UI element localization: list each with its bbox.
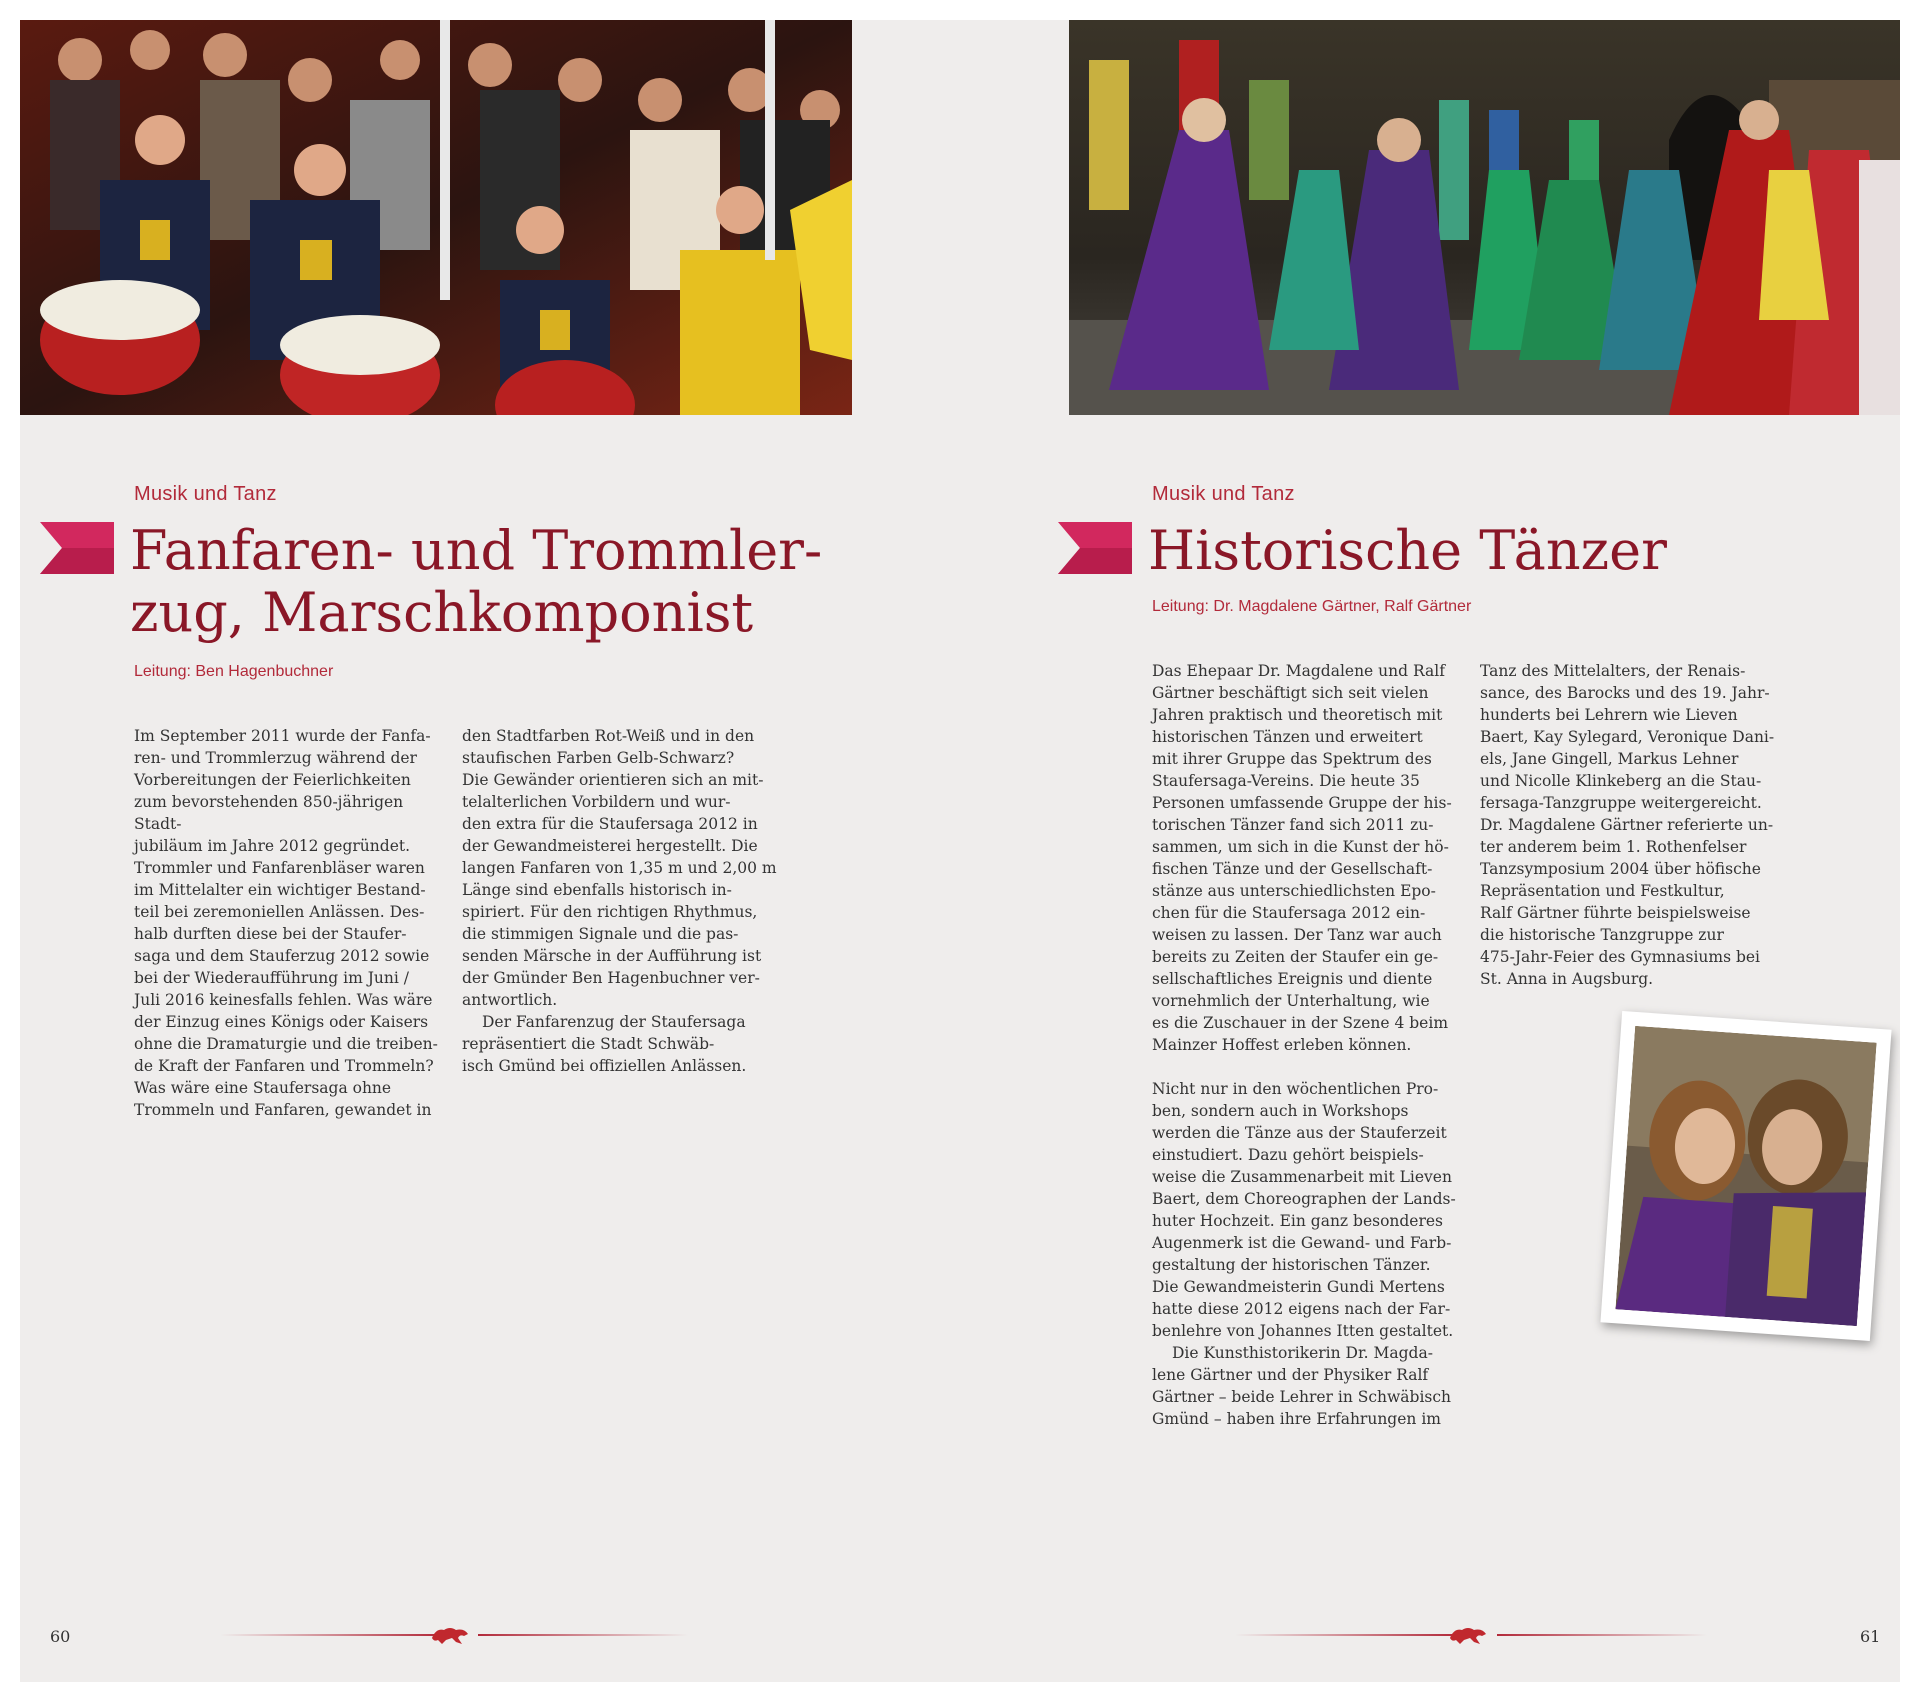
text-line: Das Ehepaar Dr. Magdalene und Ralf (1152, 662, 1445, 680)
text-line: Im September 2011 wurde der Fanfa- (134, 727, 431, 745)
photo-fanfare-drummers (20, 20, 852, 415)
text-line: lene Gärtner und der Physiker Ralf (1152, 1366, 1429, 1384)
text-line: Die Kunsthistorikerin Dr. Magda- (1172, 1344, 1433, 1362)
lion-emblem-icon (430, 1624, 470, 1646)
text-line: der Gewandmeisterei hergestellt. Die (462, 837, 758, 855)
text-line: den extra für die Staufersaga 2012 in (462, 815, 758, 833)
text-line: Was wäre eine Staufersaga ohne (134, 1079, 392, 1097)
body-column-left-2 (462, 725, 792, 1077)
text-line: Dr. Magdalene Gärtner referierte un- (1480, 816, 1774, 834)
text-line: Gmünd – haben ihre Erfahrungen im (1152, 1410, 1441, 1428)
paragraph (1152, 1342, 1472, 1430)
text-line: Augenmerk ist die Gewand- und Farb- (1152, 1234, 1452, 1252)
text-line: mit ihrer Gruppe das Spektrum des (1152, 750, 1432, 768)
text-line: Trommler und Fanfarenbläser waren (134, 859, 425, 877)
text-line: torischen Tänzer fand sich 2011 zu- (1152, 816, 1434, 834)
text-line: historischen Tänzen und erweitert (1152, 728, 1423, 746)
text-line: Personen umfassende Gruppe der his- (1152, 794, 1452, 812)
text-line: chen für die Staufersaga 2012 ein- (1152, 904, 1426, 922)
text-line: Trommeln und Fanfaren, gewandet in (134, 1101, 432, 1119)
body-column-right-2 (1480, 660, 1810, 990)
lion-emblem-icon (1448, 1624, 1488, 1646)
text-line: die stimmigen Signale und die pas- (462, 925, 739, 943)
paragraph (1152, 1078, 1472, 1342)
text-line: halb durften diese bei der Staufer- (134, 925, 407, 943)
text-line: sammen, um sich in die Kunst der hö- (1152, 838, 1449, 856)
text-line: der Einzug eines Königs oder Kaisers (134, 1013, 429, 1031)
text-line: Staufersaga-Vereins. Die heute 35 (1152, 772, 1420, 790)
text-line: Gärtner beschäftigt sich seit vielen (1152, 684, 1429, 702)
footer-rule (478, 1634, 688, 1636)
text-line: saga und dem Stauferzug 2012 sowie (134, 947, 430, 965)
text-line: spiriert. Für den richtigen Rhythmus, (462, 903, 758, 921)
title-line-2: zug, Marschkomponist (130, 581, 754, 644)
text-line: Baert, dem Choreographen der Lands- (1152, 1190, 1456, 1208)
body-column-left-1 (134, 725, 454, 1121)
magazine-spread (20, 20, 1900, 1682)
paragraph (462, 1011, 792, 1077)
text-line: vornehmlich der Unterhaltung, wie (1152, 992, 1430, 1010)
text-line: Repräsentation und Festkultur, (1480, 882, 1725, 900)
footer-rule (1235, 1634, 1455, 1636)
text-line: huter Hochzeit. Ein ganz besonderes (1152, 1212, 1444, 1230)
text-line: die historische Tanzgruppe zur (1480, 926, 1724, 944)
ribbon-marker-right (1058, 522, 1132, 574)
text-line: langen Fanfaren von 1,35 m und 2,00 m (462, 859, 777, 877)
text-line: Der Fanfarenzug der Staufersaga (482, 1013, 746, 1031)
text-line: im Mittelalter ein wichtiger Bestand- (134, 881, 426, 899)
text-line: werden die Tänze aus der Stauferzeit (1152, 1124, 1447, 1142)
text-line: Tanz des Mittelalters, der Renais- (1480, 662, 1746, 680)
text-line: jubiläum im Jahre 2012 gegründet. (134, 837, 411, 855)
lead-credit-left: Leitung: Ben Hagenbuchner (134, 663, 334, 680)
text-line: ren- und Trommlerzug während der (134, 749, 417, 767)
text-line: Nicht nur in den wöchentlichen Pro- (1152, 1080, 1439, 1098)
text-line: antwortlich. (462, 991, 558, 1009)
text-line: Länge sind ebenfalls historisch in- (462, 881, 732, 899)
text-line: telalterlichen Vorbildern und wur- (462, 793, 731, 811)
paragraph (1152, 660, 1472, 1056)
text-line: stänze aus unterschiedlichsten Epo- (1152, 882, 1436, 900)
lead-credit-right: Leitung: Dr. Magdalene Gärtner, Ralf Gärtner (1152, 598, 1472, 615)
body-column-right-1 (1152, 660, 1472, 1430)
text-line: zum bevorstehenden 850-jährigen Stadt- (134, 793, 404, 833)
text-line: isch Gmünd bei offiziellen Anlässen. (462, 1057, 747, 1075)
text-line: ter anderem beim 1. Rothenfelser (1480, 838, 1747, 856)
text-line: hunderts bei Lehrern wie Lieven (1480, 706, 1738, 724)
text-line: Gärtner – beide Lehrer in Schwäbisch (1152, 1388, 1452, 1406)
text-line: bei der Wiederaufführung im Juni / (134, 969, 409, 987)
text-line: hatte diese 2012 eigens nach der Far- (1152, 1300, 1451, 1318)
text-line: benlehre von Johannes Itten gestaltet. (1152, 1322, 1454, 1340)
text-line: bereits zu Zeiten der Staufer ein ge- (1152, 948, 1439, 966)
footer-rule (220, 1634, 440, 1636)
text-line: Tanzsymposium 2004 über höfische (1480, 860, 1761, 878)
text-line: ohne die Dramaturgie und die treiben- (134, 1035, 438, 1053)
article-title-left (130, 520, 830, 644)
article-title-right: Historische Tänzer (1148, 519, 1667, 582)
text-line: Mainzer Hoffest erleben können. (1152, 1036, 1412, 1054)
text-line: Baert, Kay Sylegard, Veronique Dani- (1480, 728, 1775, 746)
page-number-right: 61 (1860, 1627, 1881, 1646)
text-line: Die Gewandmeisterin Gundi Mertens (1152, 1278, 1445, 1296)
text-line: weisen zu lassen. Der Tanz war auch (1152, 926, 1442, 944)
polaroid-photo-dancer-couple (1600, 1011, 1891, 1341)
text-line: fersaga-Tanzgruppe weitergereicht. (1480, 794, 1762, 812)
text-line: St. Anna in Augsburg. (1480, 970, 1654, 988)
text-line: Ralf Gärtner führte beispielsweise (1480, 904, 1751, 922)
text-line: einstudiert. Dazu gehört beispiels- (1152, 1146, 1424, 1164)
text-line: sance, des Barocks und des 19. Jahr- (1480, 684, 1770, 702)
paragraph (134, 725, 454, 1121)
polaroid-image (1615, 1026, 1876, 1326)
text-line: fischen Tänze und der Gesellschaft- (1152, 860, 1433, 878)
text-line: Jahren praktisch und theoretisch mit (1152, 706, 1443, 724)
section-label-left: Musik und Tanz (134, 483, 277, 505)
text-line: 475-Jahr-Feier des Gymnasiums bei (1480, 948, 1761, 966)
text-line: weise die Zusammenarbeit mit Lieven (1152, 1168, 1452, 1186)
text-line: teil bei zeremoniellen Anlässen. Des- (134, 903, 425, 921)
photo-historical-dancers (1069, 20, 1900, 415)
text-line: sellschaftliches Ereignis und diente (1152, 970, 1433, 988)
text-line: repräsentiert die Stadt Schwäb- (462, 1035, 715, 1053)
text-line: und Nicolle Klinkeberg an die Stau- (1480, 772, 1762, 790)
page-number-left: 60 (50, 1627, 71, 1646)
footer-rule (1497, 1634, 1707, 1636)
text-line: ben, sondern auch in Workshops (1152, 1102, 1409, 1120)
text-line: senden Märsche in der Aufführung ist (462, 947, 762, 965)
text-line: den Stadtfarben Rot-Weiß und in den (462, 727, 755, 745)
text-line: es die Zuschauer in der Szene 4 beim (1152, 1014, 1449, 1032)
text-line: Die Gewänder orientieren sich an mit- (462, 771, 764, 789)
text-line: els, Jane Gingell, Markus Lehner (1480, 750, 1739, 768)
text-line: Vorbereitungen der Feierlichkeiten (134, 771, 411, 789)
section-label-right: Musik und Tanz (1152, 483, 1295, 505)
text-line: Juli 2016 keinesfalls fehlen. Was wäre (134, 991, 433, 1009)
ribbon-marker-left (40, 522, 114, 574)
paragraph (1480, 660, 1810, 990)
text-line: gestaltung der historischen Tänzer. (1152, 1256, 1431, 1274)
title-line-1: Fanfaren- und Trommler- (130, 519, 823, 582)
text-line: der Gmünder Ben Hagenbuchner ver- (462, 969, 760, 987)
text-line: staufischen Farben Gelb-Schwarz? (462, 749, 735, 767)
text-line: de Kraft der Fanfaren und Trommeln? (134, 1057, 434, 1075)
paragraph (462, 725, 792, 1011)
